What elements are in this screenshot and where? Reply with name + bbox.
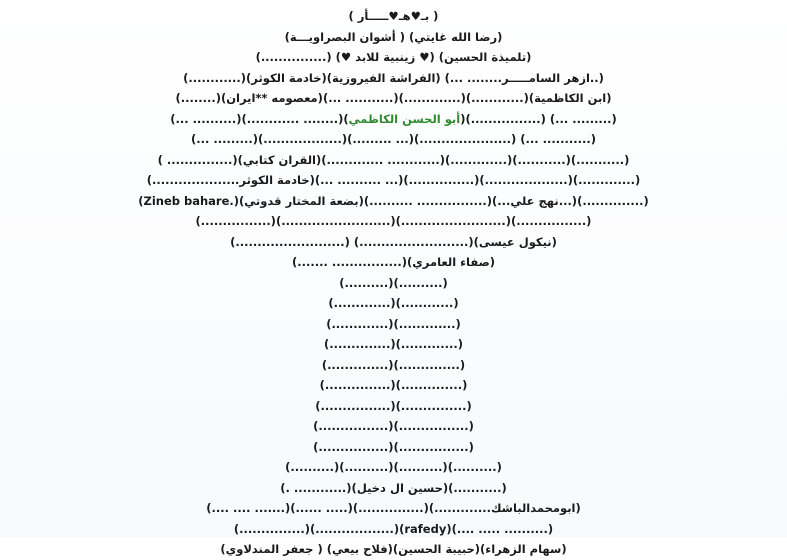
line: (..........)(..........)(..........)(..........): [285, 460, 502, 474]
line: (..ازهر السامـــــر........ ...) (الفراشة الفيروزية)(خادمة الكوثر)(............): [183, 70, 604, 85]
line: (................)(.........................)(........................)(................): [195, 214, 592, 228]
line: (................)(................): [313, 439, 474, 454]
line: (ابومحمدالباشك.............)(...............)(..... ......)(....... .... ....): [206, 501, 581, 515]
line: (...............)(..................)(rafedy)(.... ..... ..........): [233, 521, 554, 536]
text-block: [0, 6, 787, 560]
line: ( بـ♥هـ♥ـــــأر ): [348, 9, 439, 23]
line: (...............)(..............): [319, 378, 468, 392]
highlighted-name: أبو الحسن الكاظمي: [348, 111, 461, 126]
line: (Zineb bahare.)(بضعة المختار قدوتي)(.......... ................)(...نهج علي...)(..............): [138, 193, 649, 208]
line: (نيكول عيسى)(.........................) (.........................): [230, 234, 557, 249]
line: (...........)(...........)(.............)(............ .............)(القران كتابي)(............... ): [157, 152, 630, 167]
line: (صفاء العامري)(................ .......): [292, 255, 495, 269]
line: (.............)(...................)(...............)(... .......... ...)(خادمة الكوثر....................): [146, 173, 641, 187]
line: (................)(................): [313, 419, 474, 433]
line: (..............)(..............): [321, 357, 466, 372]
line: (................)(...............): [315, 398, 472, 413]
line: (رضا الله غايتي) ( أشوان البصراويـــة): [284, 29, 503, 44]
line: (ابن الكاظمية)(............)(.............)(........... ...)(معصومه **ايران)(........): [175, 91, 612, 105]
line: (..........)(..........): [339, 275, 448, 290]
line: (.............)(............): [328, 296, 459, 310]
line: (......... ...) (................)(أبو الحسن الكاظمي)(........ ............)(.......... ...): [170, 111, 617, 126]
line: (... .........)(..................)(......... ...)(.....................) (... ...........): [191, 132, 596, 146]
line: (..............)(.............): [324, 337, 463, 351]
line: (...........)(حسين ال دخيل)(............ .): [280, 480, 507, 495]
line: (.............)(.............): [326, 316, 461, 331]
line: (تلميذة الحسين) (♥ زينبية للابد ♥) (...............): [255, 50, 532, 64]
line: (سهام الزهراء)(حبيبة الحسين)(فلاح بيعي) ( جعفر المندلاوي): [220, 542, 567, 556]
